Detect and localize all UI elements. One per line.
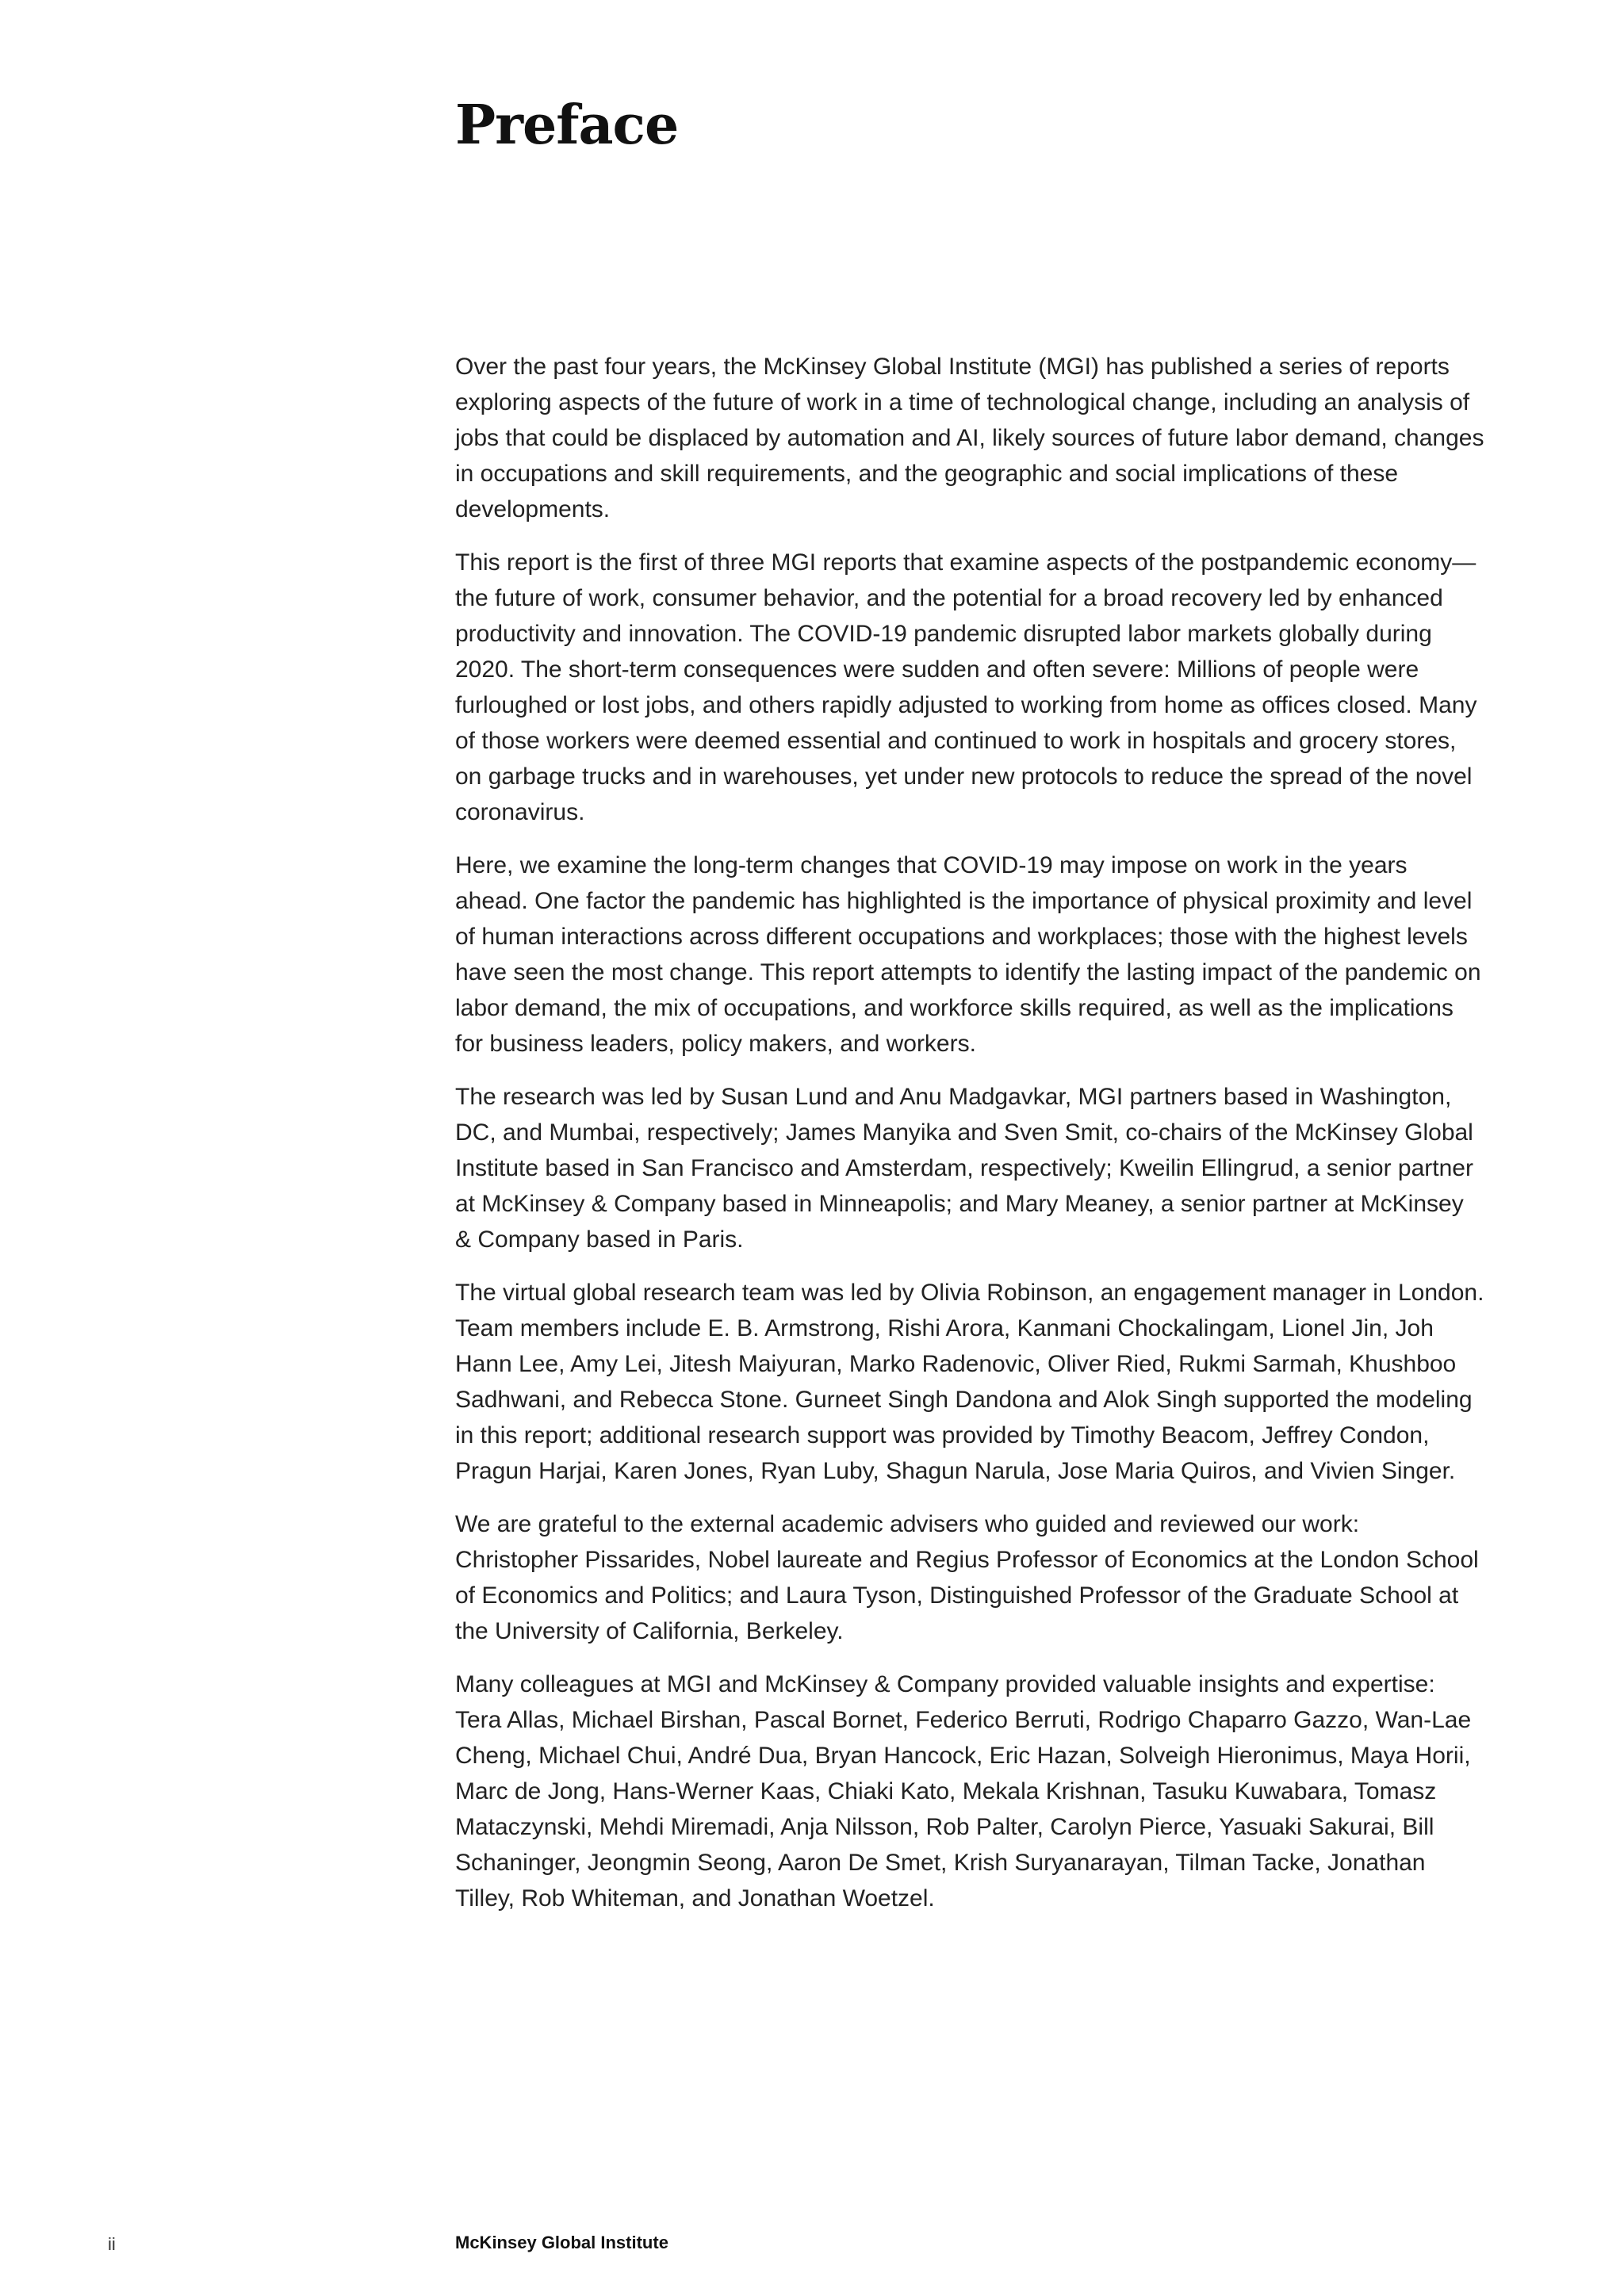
paragraph-research-leads: The research was led by Susan Lund and Anu Madgavkar, MGI partners based in Washington, DC, and Mumbai, respectively; James Manyika and Sven Smit, co-chairs of the McKinsey Global Institute based in San Francisco and Amsterdam, respectively; Kweilin Ellingrud, a senior partner at McKinsey & Company based in Minneapolis; and Mary Meaney, a senior partner at McKinsey & Company based in Paris.	[455, 1084, 1473, 1253]
footer-publisher: McKinsey Global Institute	[455, 2233, 668, 2252]
page-title: Preface	[455, 94, 679, 157]
paragraph-intro: Over the past four years, the McKinsey Global Institute (MGI) has published a series of reports exploring aspects of the future of work in a time of technological change, including an analysis of jobs that could be displaced by automation and AI, likely sources of future labor demand, changes in occupations and skill requirements, and the geographic and social implications of these developments.	[455, 354, 1484, 522]
paragraph-research-team: The virtual global research team was led by Olivia Robinson, an engagement manager in London. Team members include E. B. Armstrong, Rishi Arora, Kanmani Chockalingam, Lionel Jin, Joh Hann Lee, Amy Lei, Jitesh Maiyuran, Marko Radenovic, Oliver Ried, Rukmi Sarmah, Khushboo Sadhwani, and Rebecca Stone. Gurneet Singh Dandona and Alok Singh supported the modeling in this report; additional research support was provided by Timothy Beacom, Jeffrey Condon, Pragun Harjai, Karen Jones, Ryan Luby, Shagun Narula, Jose Maria Quiros, and Vivien Singer.	[455, 1280, 1484, 1484]
paragraph-long-term-changes: Here, we examine the long-term changes that COVID-19 may impose on work in the years ahead. One factor the pandemic has highlighted is the importance of physical proximity and level of human interactions across different occupations and workplaces; those with the highest levels have seen the most change. This report attempts to identify the lasting impact of the pandemic on labor demand, the mix of occupations, and workforce skills required, as well as the implications for business leaders, policy makers, and workers.	[455, 852, 1481, 1057]
preface-body	[455, 349, 1486, 1934]
footer-page-number: ii	[108, 2234, 116, 2254]
paragraph-colleagues: Many colleagues at MGI and McKinsey & Company provided valuable insights and expertise: Tera Allas, Michael Birshan, Pascal Bornet, Federico Berruti, Rodrigo Chaparro Gazzo, Wan-Lae Cheng, Michael Chui, André Dua, Bryan Hancock, Eric Hazan, Solveigh Hieronimus, Maya Horii, Marc de Jong, Hans-Werner Kaas, Chiaki Kato, Mekala Krishnan, Tasuku Kuwabara, Tomasz Mataczynski, Mehdi Miremadi, Anja Nilsson, Rob Palter, Carolyn Pierce, Yasuaki Sakurai, Bill Schaninger, Jeongmin Seong, Aaron De Smet, Krish Suryanarayan, Tilman Tacke, Jonathan Tilley, Rob Whiteman, and Jonathan Woetzel.	[455, 1671, 1472, 1911]
paragraph-academic-advisers: We are grateful to the external academic advisers who guided and reviewed our work: Christopher Pissarides, Nobel laureate and Regius Professor of Economics at the London School of Economics and Politics; and Laura Tyson, Distinguished Professor of the Graduate School at the University of California, Berkeley.	[455, 1511, 1479, 1644]
paragraph-report-scope: This report is the first of three MGI reports that examine aspects of the postpandemic economy—the future of work, consumer behavior, and the potential for a broad recovery led by enhanced productivity and innovation. The COVID-19 pandemic disrupted labor markets globally during 2020. The short-term consequences were sudden and often severe: Millions of people were furloughed or lost jobs, and others rapidly adjusted to working from home as offices closed. Many of those workers were deemed essential and continued to work in hospitals and grocery stores, on garbage trucks and in warehouses, yet under new protocols to reduce the spread of the novel coronavirus.	[455, 549, 1477, 825]
